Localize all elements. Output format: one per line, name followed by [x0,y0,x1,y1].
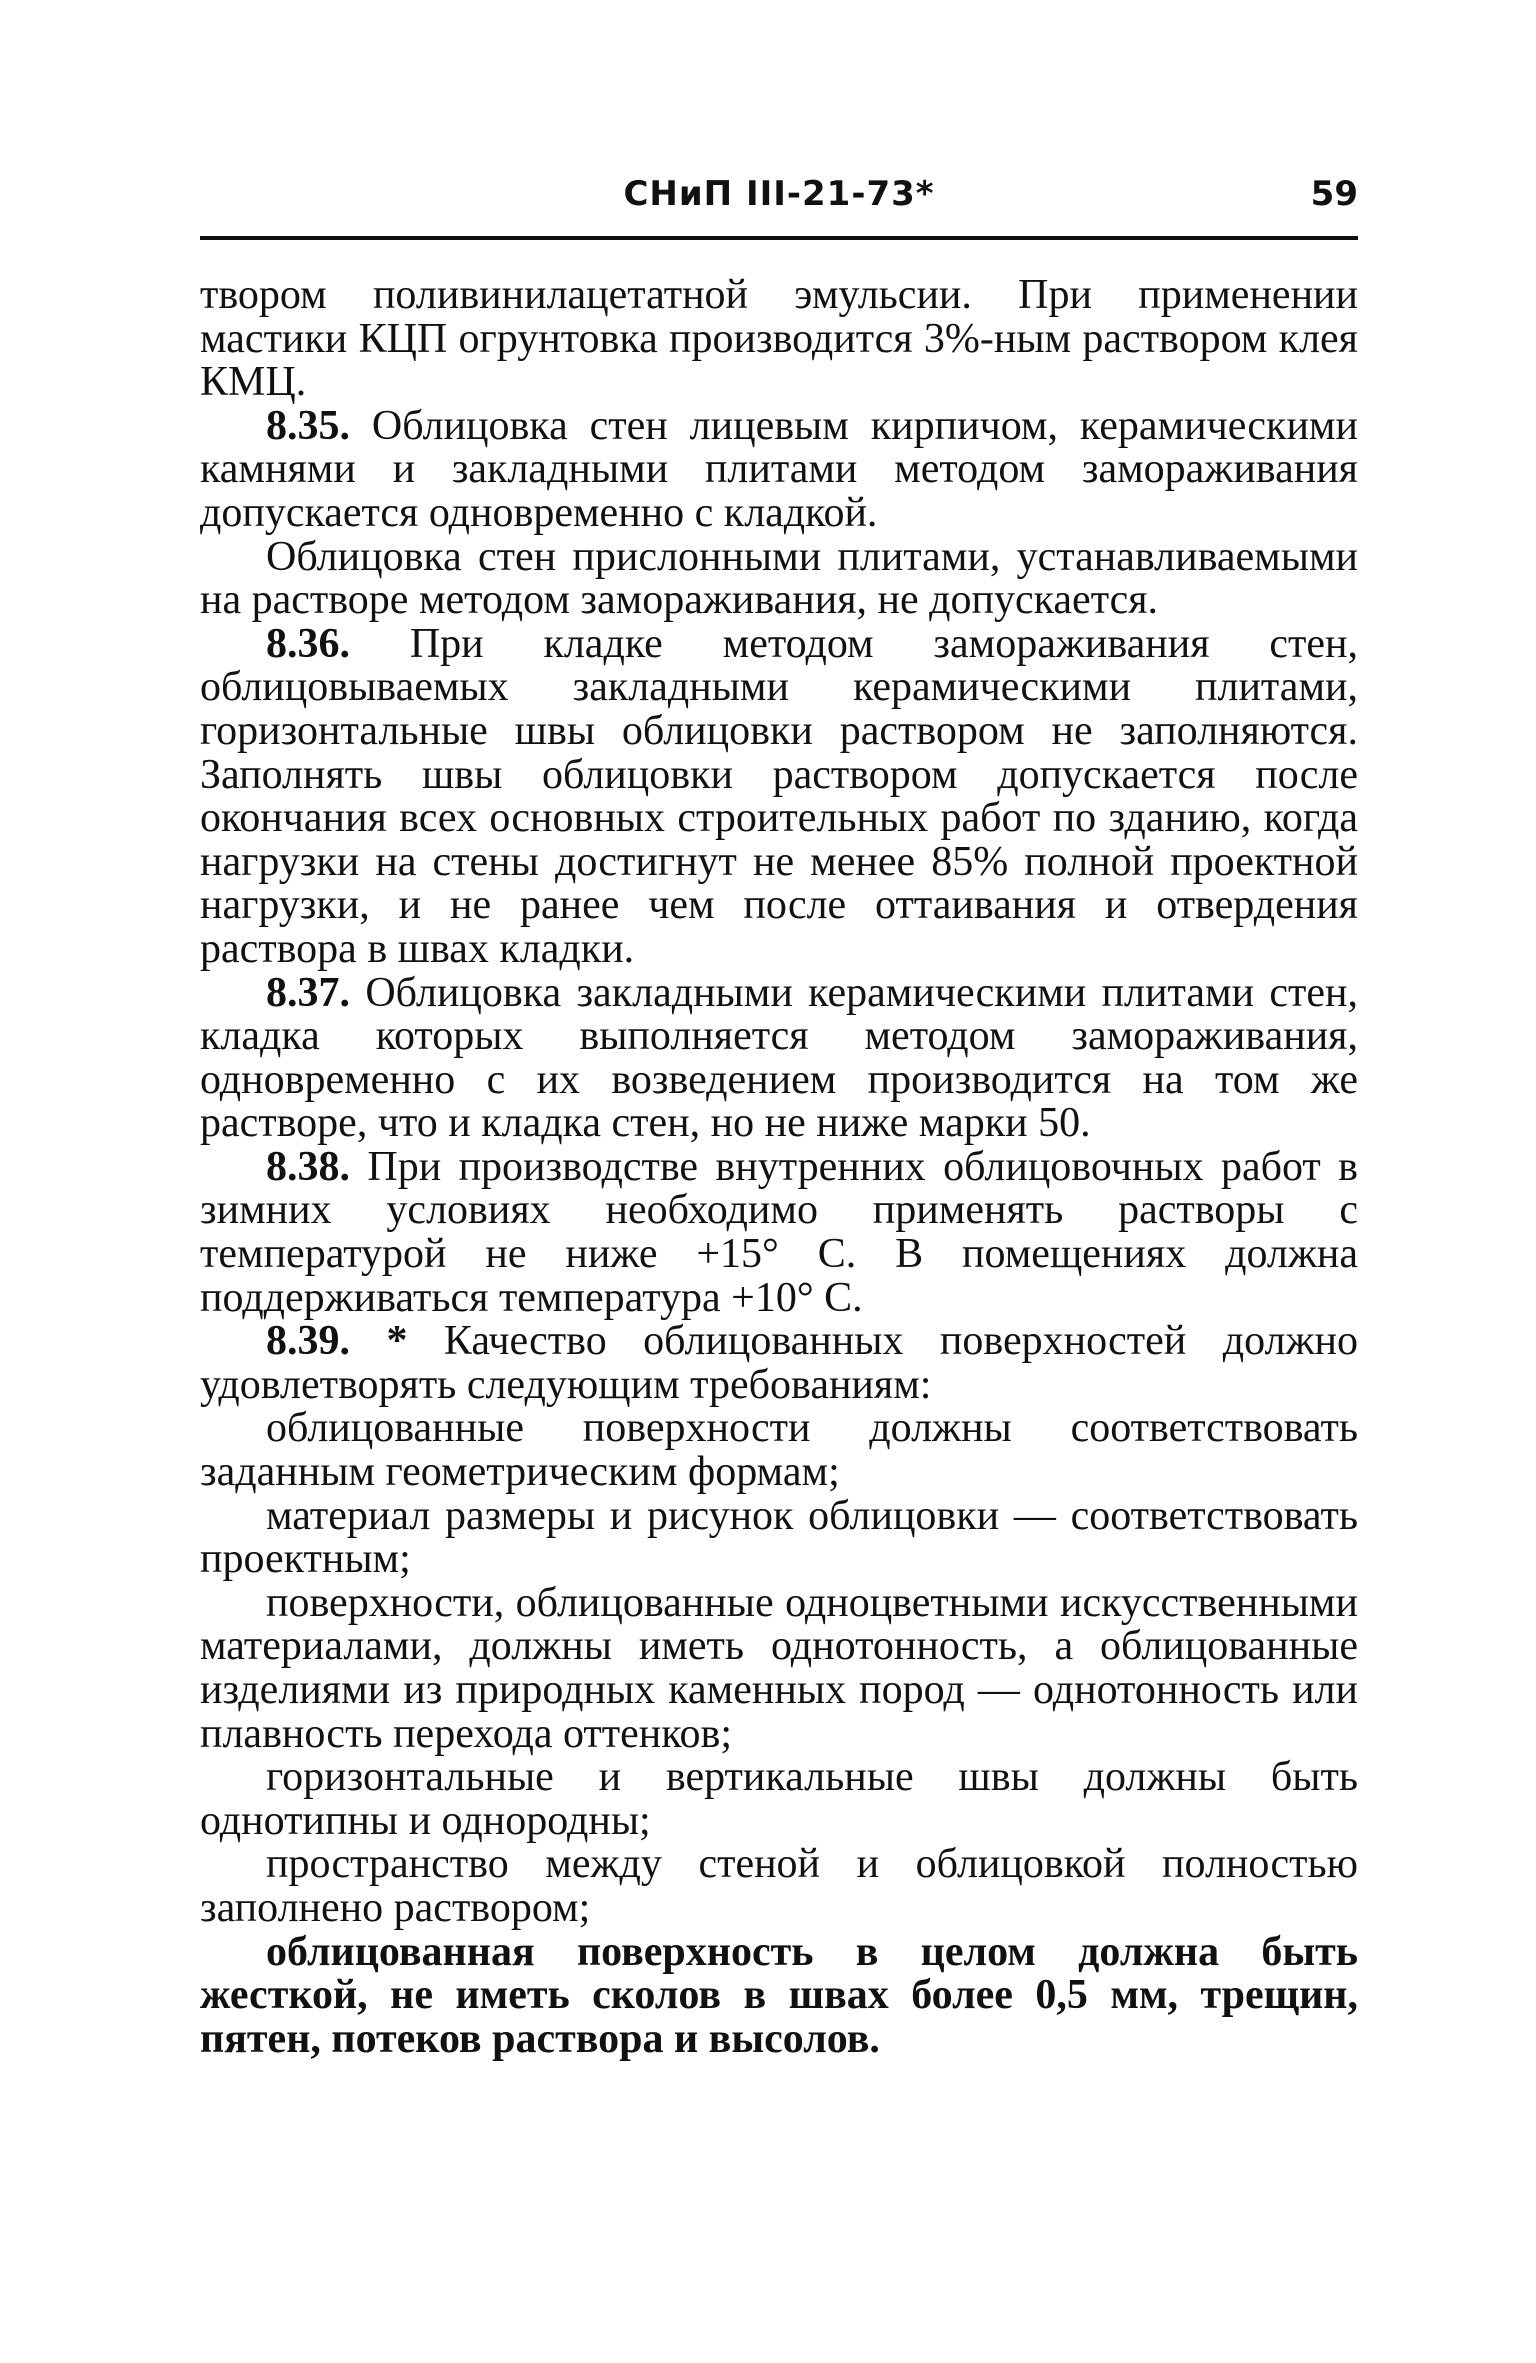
header-rule [200,236,1358,240]
paragraph-text: твором поливинилацетатной эмульсии. При применении мастики КЦП огрунтовка производится 3%-ным раствором клея КМЦ. [200,272,1358,406]
clause-number: 8.35. [266,402,350,449]
paragraph [200,533,1358,624]
page-header [200,174,1358,238]
clause-number: 8.37. [266,969,350,1016]
body-text [200,274,1358,2061]
document-title: СНиП III-21-73* [623,174,935,214]
paragraph-text: пространство между стеной и облицовкой полностью заполнено раствором; [200,1841,1358,1931]
paragraph-text: Облицовка стен лицевым кирпичом, керамическими камнями и закладными плитами методом замораживания допускается одновременно с кладкой. [200,402,1358,536]
requirement-item [200,1843,1358,1930]
paragraph-text: При производстве внутренних облицовочных работ в зимних условиях необходимо применять растворы с температурой не ниже +15° С. В помещениях должна поддерживаться температура +10° С. [200,1143,1358,1321]
requirement-item [200,1756,1358,1843]
paragraph-text: При кладке методом замораживания стен, облицовываемых закладными керамическими плитами, горизонтальные швы облицовки раствором не заполняются. Заполнять швы облицовки раствором допускается после окончания всех основных строительных работ по зданию, когда нагрузки на стены достигнут не менее 85% полной проектной нагрузки, и не ранее чем после оттаивания и отвердения раствора в швах кладки. [200,620,1358,972]
paragraph-text: облицованные поверхности должны соответствовать заданным геометрическим формам; [200,1405,1358,1496]
clause-8-35 [200,402,1358,536]
paragraph-text: Качество облицованных поверхностей должно удовлетворять следующим требованиям: [200,1318,1358,1408]
paragraph-text: Облицовка закладными керамическими плитами стен, кладка которых выполняется методом замораживания, одновременно с их возведением производится на том же растворе, что и кладка стен, но не ниже марки 50. [200,969,1358,1147]
paragraph-text: облицованная поверхность в целом должна быть жесткой, не иметь сколов в швах более 0,5 мм, трещин, пятен, потеков раствора и высолов. [200,1928,1358,2062]
paragraph-text: материал размеры и рисунок облицовки — соответствовать проектным; [200,1492,1358,1583]
requirement-item [200,1928,1358,2062]
clause-number: 8.38. [266,1143,350,1190]
clause-8-36 [200,620,1358,972]
paragraph-continuation [200,274,1358,405]
requirement-item [200,1492,1358,1583]
requirement-item [200,1407,1358,1494]
clause-number: 8.39. * [266,1318,408,1365]
clause-8-39 [200,1320,1358,1407]
paragraph-text: горизонтальные и вертикальные швы должны быть однотипны и однородны; [200,1754,1358,1844]
paragraph-text: поверхности, облицованные одноцветными искусственными материалами, должны иметь однотонность, а облицованные изделиями из природных каменных пород — однотонность или плавность перехода оттенков; [200,1579,1358,1757]
page-number: 59 [1310,174,1358,214]
paragraph-text: Облицовка стен прислонными плитами, устанавливаемыми на растворе методом замораживания, не допускается. [200,533,1358,624]
requirement-item [200,1579,1358,1757]
clause-8-37 [200,969,1358,1147]
clause-number: 8.36. [266,620,350,667]
clause-8-38 [200,1143,1358,1321]
